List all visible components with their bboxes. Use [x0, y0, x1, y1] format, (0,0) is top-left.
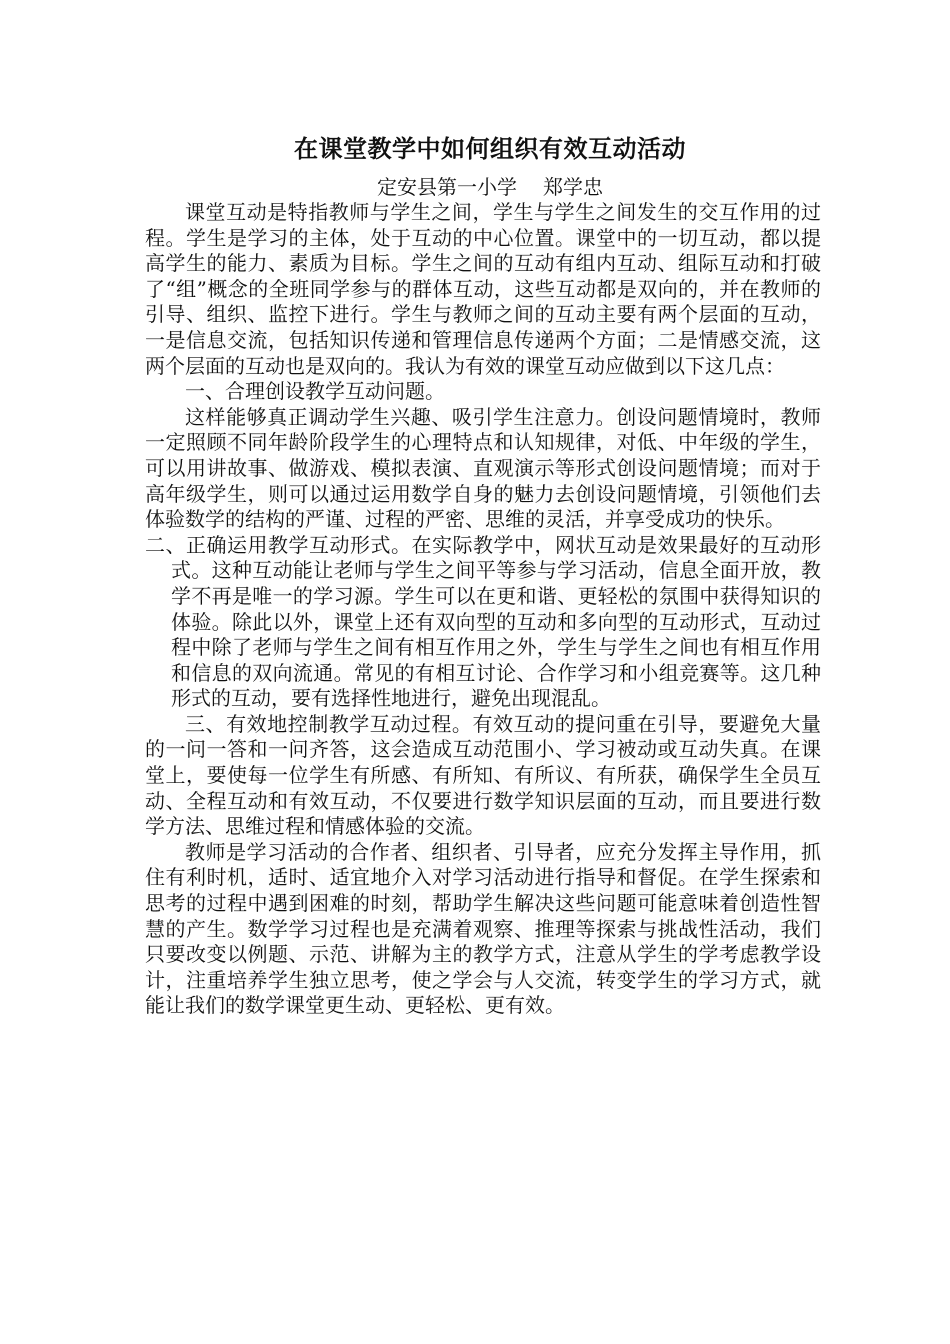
- paragraph-conclusion: 教师是学习活动的合作者、组织者、引导者，应充分发挥主导作用，抓住有利时机，适时、适宜地介入对学习活动进行指导和督促。在学生探索和思考的过程中遇到困难的时刻，帮助学生解决这些问题可能意味着创造性智慧的产生。数学学习过程也是充满着观察、推理等探索与挑战性活动，我们只要改变以例题、示范、讲解为主的教学方式，注意从学生的学考虑教学设计，注重培养学生独立思考，使之学会与人交流，转变学生的学习方式，就能让我们的数学课堂更生动、更轻松、更有效。: [145, 839, 821, 1018]
- document-body: [145, 200, 821, 1019]
- author-line: [160, 175, 820, 200]
- paragraph-section-2: 二、正确运用教学互动形式。在实际教学中，网状互动是效果最好的互动形式。这种互动能让老师与学生之间平等参与学习活动，信息全面开放，教学不再是唯一的学习源。学生可以在更和谐、更轻松的氛围中获得知识的体验。除此以外，课堂上还有双向型的互动和多向型的互动形式，互动过程中除了老师与学生之间有相互作用之外，学生与学生之间也有相互作用和信息的双向流通。常见的有相互讨论、合作学习和小组竞赛等。这几种形式的互动，要有选择性地进行，避免出现混乱。: [145, 532, 821, 711]
- section-heading-1: 一、合理创设教学互动问题。: [185, 379, 445, 404]
- paragraph-section-3: 三、有效地控制教学互动过程。有效互动的提问重在引导，要避免大量的一问一答和一问齐答，这会造成互动范围小、学习被动或互动失真。在课堂上，要使每一位学生有所感、有所知、有所议、有所获，确保学生全员互动、全程互动和有效互动，不仅要进行数学知识层面的互动，而且要进行数学方法、思维过程和情感体验的交流。: [145, 711, 821, 839]
- author-name: 郑学忠: [543, 175, 603, 199]
- paragraph-section-1: 这样能够真正调动学生兴趣、吸引学生注意力。创设问题情境时，教师一定照顾不同年龄阶段学生的心理特点和认知规律，对低、中年级的学生，可以用讲故事、做游戏、模拟表演、直观演示等形式创设问题情境；而对于高年级学生，则可以通过运用数学自身的魅力去创设问题情境，引领他们去体验数学的结构的严谨、过程的严密、思维的灵活，并享受成功的快乐。: [145, 404, 821, 532]
- paragraph-intro: 课堂互动是特指教师与学生之间，学生与学生之间发生的交互作用的过程。学生是学习的主体，处于互动的中心位置。课堂中的一切互动，都以提高学生的能力、素质为目标。学生之间的互动有组内互动、组际互动和打破了“组”概念的全班同学参与的群体互动，这些互动都是双向的，并在教师的引导、组织、监控下进行。学生与教师之间的互动主要有两个层面的互动，一是信息交流，包括知识传递和管理信息传递两个方面；二是情感交流，这两个层面的互动也是双向的。我认为有效的课堂互动应做到以下这几点：: [145, 200, 821, 378]
- author-school: 定安县第一小学: [377, 175, 517, 199]
- document-title: 在课堂教学中如何组织有效互动活动: [294, 135, 686, 163]
